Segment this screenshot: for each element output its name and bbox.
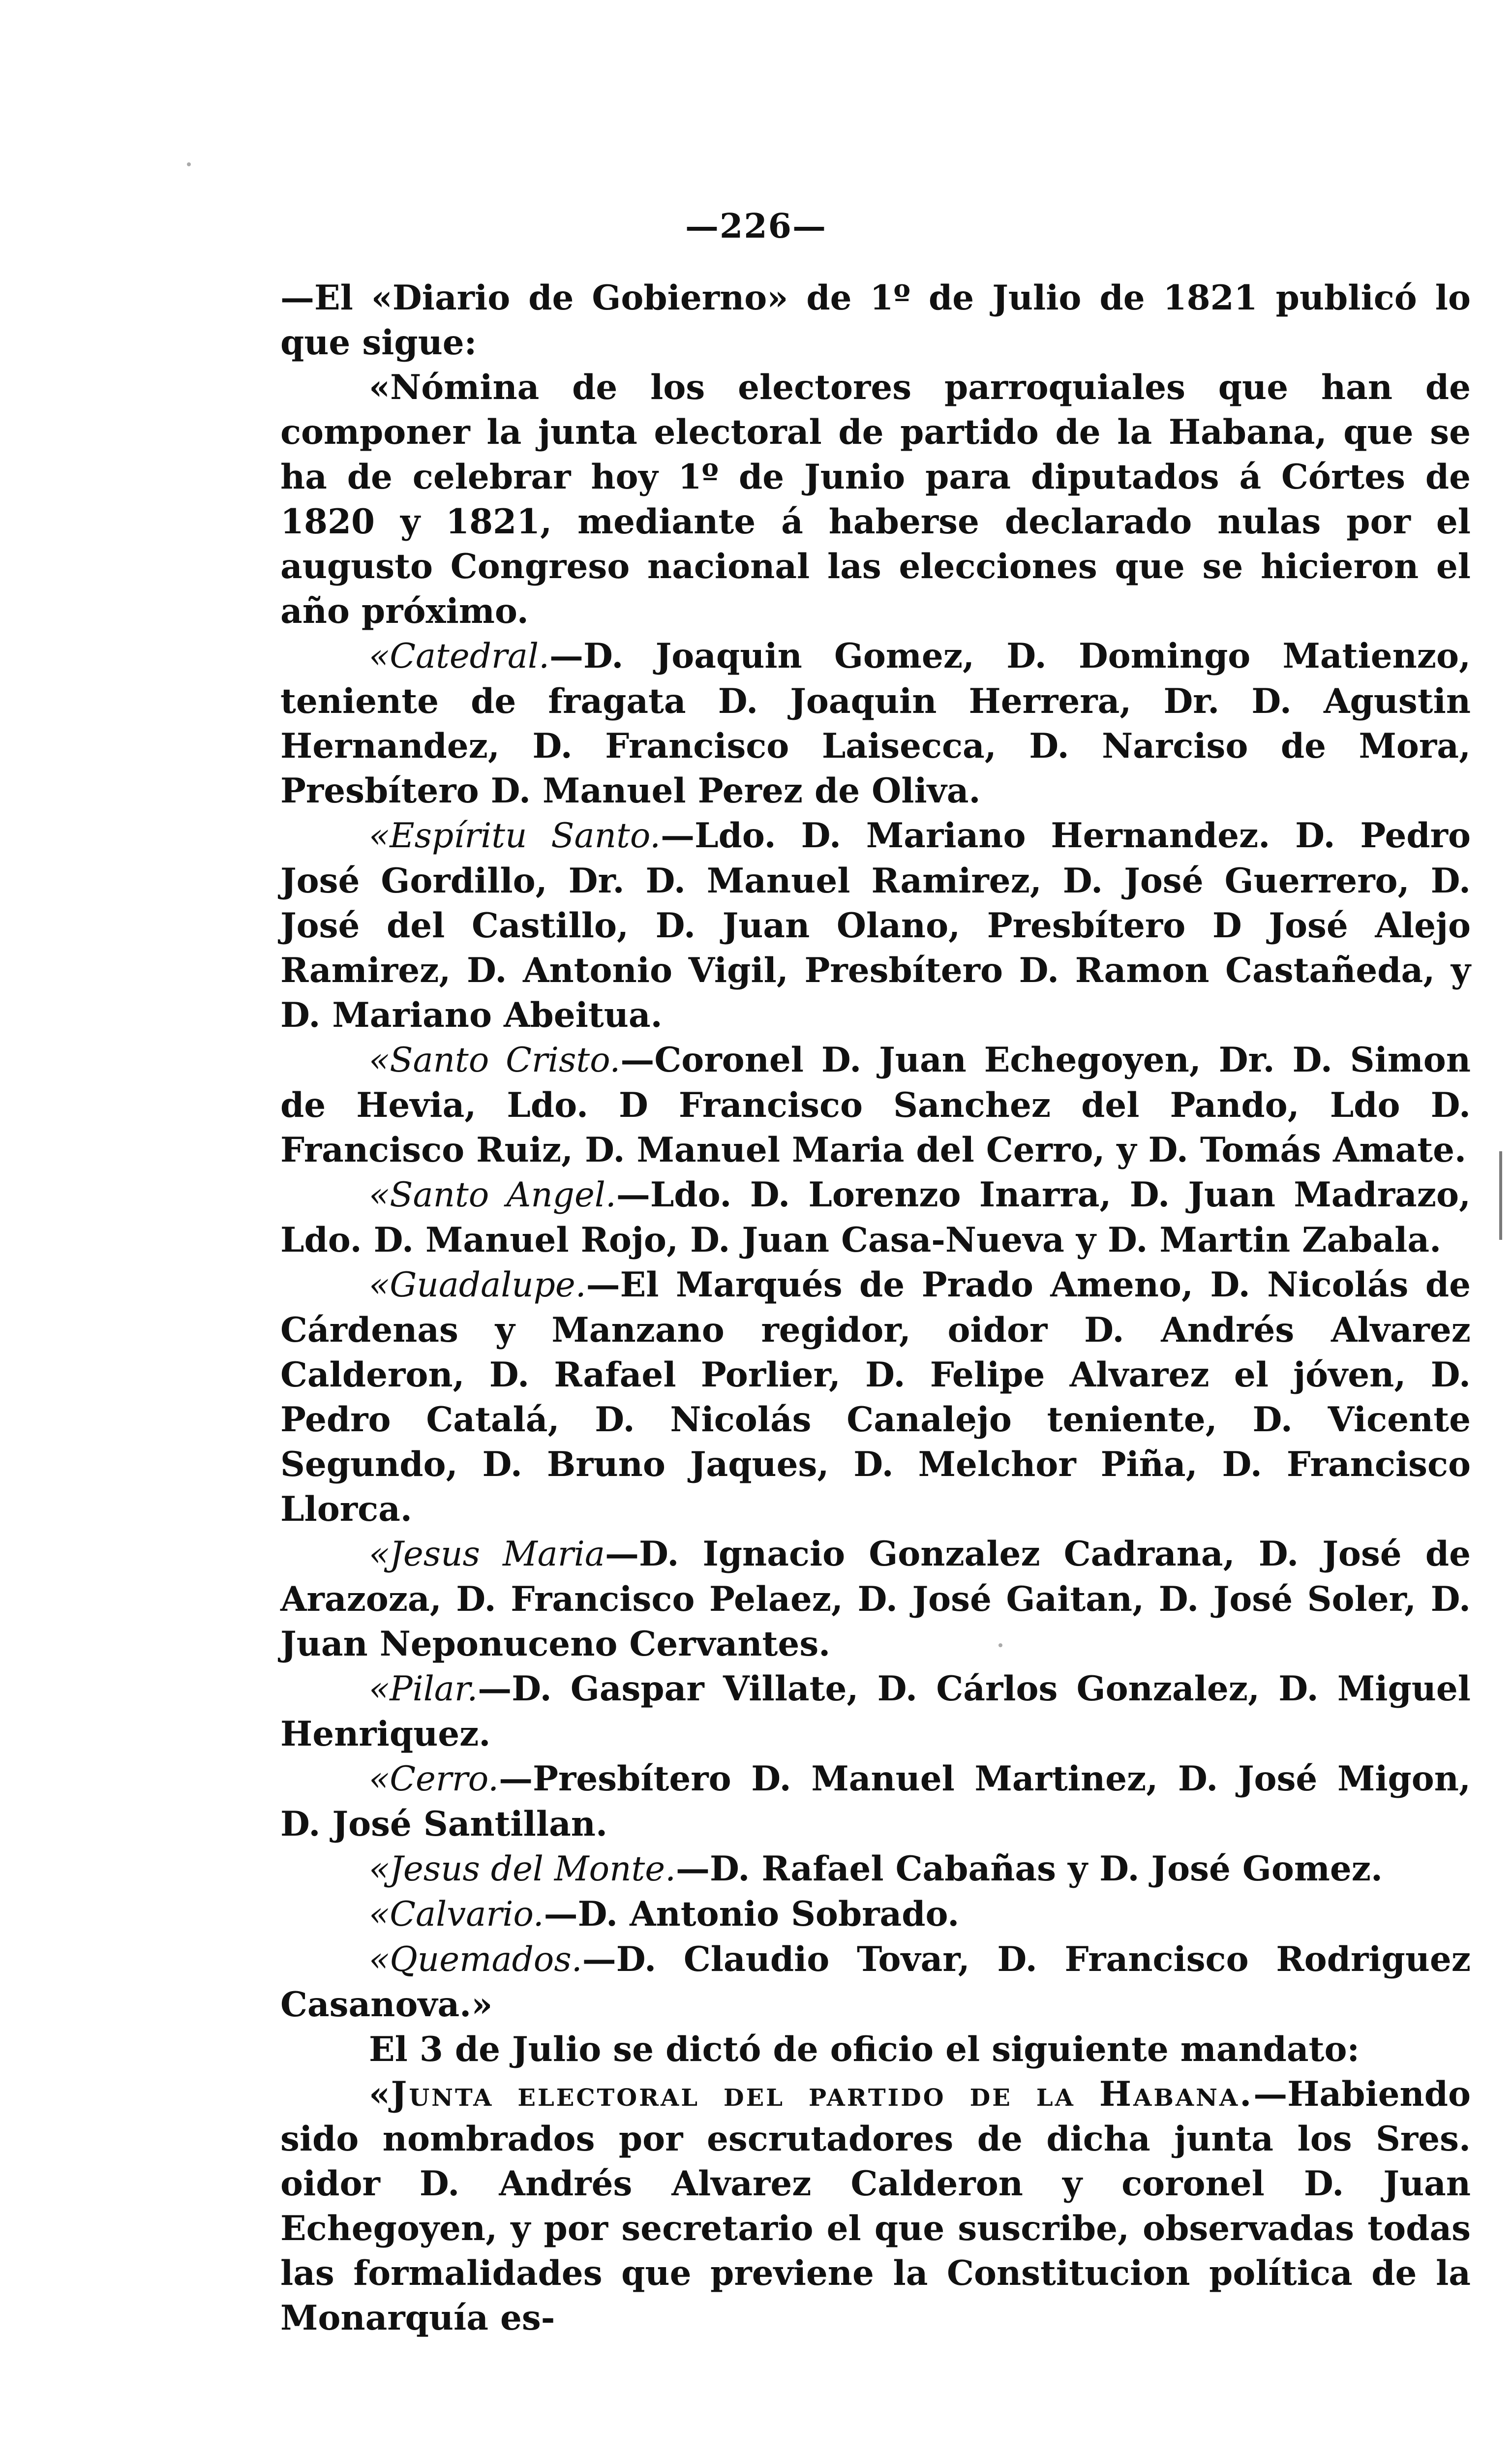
scan-speck <box>998 1643 1002 1647</box>
paragraph-text: —D. Rafael Cabañas y D. José Gomez. <box>676 1849 1383 1889</box>
paragraph-guadalupe <box>280 1262 1471 1532</box>
paragraph-decree <box>280 2072 1471 2340</box>
paragraph-text: —D. Ignacio Gonzalez Cadrana, D. José de Arazoza, D. Francisco Pelaez, D. José Gaitan, D. José Soler, D. Juan Neponuceno Cervantes. <box>280 1534 1471 1664</box>
page-edge-mark <box>1499 1151 1507 1240</box>
paragraph-text: —D. Claudio Tovar, D. Francisco Rodriguez Casanova.» <box>280 1939 1471 2025</box>
paragraph-text: —Coronel D. Juan Echegoyen, Dr. D. Simon de Hevia, Ldo. D Francisco Sanchez del Pando, Ldo D. Francisco Ruiz, D. Manuel Maria del Cerro, y D. Tomás Amate. <box>280 1040 1471 1170</box>
paragraph-intro <box>280 276 1471 365</box>
parish-name: «Espíritu Santo. <box>369 816 661 856</box>
parish-name: «Santo Cristo. <box>369 1041 621 1080</box>
decree-heading: «Junta electoral del partido de la Habana. <box>369 2074 1254 2114</box>
decree-text: —Habiendo sido nombrados por escrutadores de dicha junta los Sres. oidor D. Andrés Alvarez Calderon y coronel D. Juan Echegoyen, y por secretario el que suscribe, observadas todas las formalidades que previene la Constitucion política de la Monarquía es- <box>280 2074 1471 2338</box>
paragraph-text: —D. Antonio Sobrado. <box>544 1894 960 1934</box>
parish-name: «Cerro. <box>369 1759 499 1799</box>
paragraph-santo-angel <box>280 1172 1471 1262</box>
scan-speck <box>187 162 191 166</box>
paragraph-text: El 3 de Julio se dictó de oficio el siguiente mandato: <box>369 2030 1360 2069</box>
body-text <box>280 276 1471 2340</box>
paragraph-text: —Ldo. D. Mariano Hernandez. D. Pedro José Gordillo, Dr. D. Manuel Ramirez, D. José Guerrero, D. José del Castillo, D. Juan Olano, Presbítero D José Alejo Ramirez, D. Antonio Vigil, Presbítero D. Ramon Castañeda, y D. Mariano Abeitua. <box>280 816 1471 1035</box>
paragraph-nomina <box>280 365 1471 634</box>
paragraph-jesus-del-monte <box>280 1846 1471 1892</box>
paragraph-pilar <box>280 1666 1471 1756</box>
paragraph-espiritu-santo <box>280 813 1471 1038</box>
paragraph-calvario <box>280 1892 1471 1937</box>
parish-name: «Pilar. <box>369 1669 478 1709</box>
paragraph-text: «Nómina de los electores parroquiales que han de componer la junta electoral de partido de la Habana, que se ha de celebrar hoy 1º de Junio para diputados á Córtes de 1820 y 1821, mediante á haberse declarado nulas por el augusto Congreso nacional las elecciones que se hicieron el año próximo. <box>280 368 1471 631</box>
paragraph-text: —D. Joaquin Gomez, D. Domingo Matienzo, teniente de fragata D. Joaquin Herrera, Dr. D. Agustin Hernandez, D. Francisco Laisecca, D. Narciso de Mora, Presbítero D. Manuel Perez de Oliva. <box>280 636 1471 811</box>
parish-name: «Catedral. <box>369 637 550 676</box>
paragraph-jesus-maria <box>280 1532 1471 1666</box>
paragraph-catedral <box>280 634 1471 813</box>
parish-name: «Calvario. <box>369 1895 544 1934</box>
paragraph-santo-cristo <box>280 1038 1471 1172</box>
paragraph-text: —El Marqués de Prado Ameno, D. Nicolás de Cárdenas y Manzano regidor, oidor D. Andrés Alvarez Calderon, D. Rafael Porlier, D. Felipe Alvarez el jóven, D. Pedro Catalá, D. Nicolás Canalejo teniente, D. Vicente Segundo, D. Bruno Jaques, D. Melchor Piña, D. Francisco Llorca. <box>280 1265 1471 1529</box>
parish-name: «Guadalupe. <box>369 1265 586 1305</box>
page-number: —226— <box>685 207 827 246</box>
parish-name: «Santo Angel. <box>369 1175 616 1215</box>
paragraph-cerro <box>280 1756 1471 1846</box>
parish-name: «Quemados. <box>369 1940 582 1979</box>
paragraph-text: —El «Diario de Gobierno» de 1º de Julio de 1821 publicó lo que sigue: <box>280 278 1471 363</box>
paragraph-quemados <box>280 1937 1471 2027</box>
paragraph-text: —Ldo. D. Lorenzo Inarra, D. Juan Madrazo, Ldo. D. Manuel Rojo, D. Juan Casa-Nueva y D. Martin Zabala. <box>280 1175 1471 1260</box>
paragraph-text: —D. Gaspar Villate, D. Cárlos Gonzalez, D. Miguel Henriquez. <box>280 1669 1471 1754</box>
parish-name: «Jesus del Monte. <box>369 1849 676 1889</box>
paragraph-mandato <box>280 2027 1471 2072</box>
parish-name: «Jesus Maria <box>369 1535 605 1574</box>
paragraph-text: —Presbítero D. Manuel Martinez, D. José Migon, D. José Santillan. <box>280 1759 1471 1844</box>
